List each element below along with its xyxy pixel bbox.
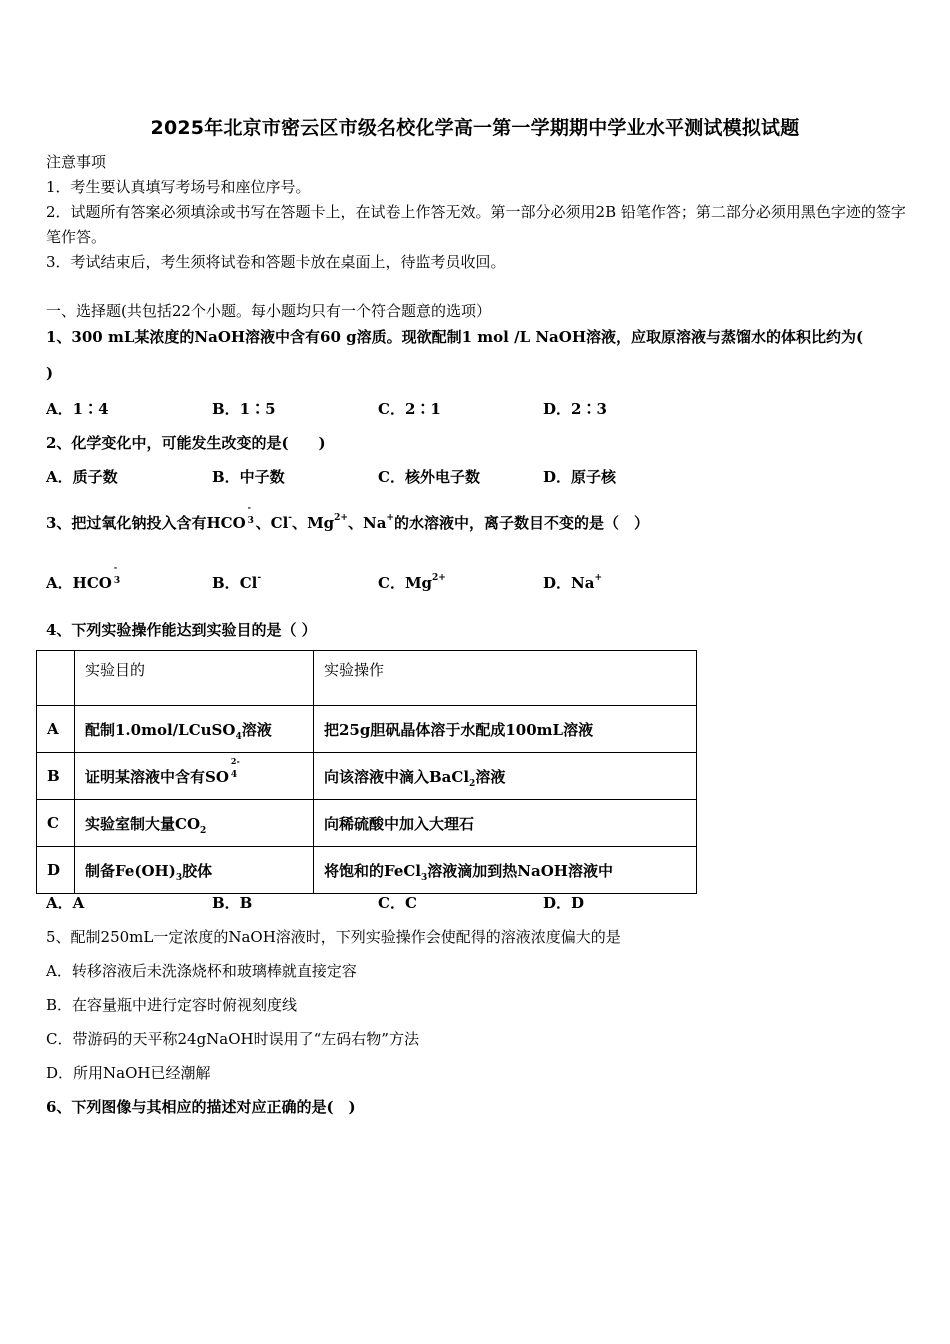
q4-option-d: D．D	[543, 894, 585, 912]
q1-text-cont: )	[46, 364, 54, 382]
q3-option-b: B．Cl-	[212, 573, 262, 592]
q1-text: 1、300 mL某浓度的NaOH溶液中含有60 g溶质。现欲配制1 mol /L NaOH溶液，应取原溶液与蒸馏水的体积比约为(	[46, 328, 864, 346]
q4-option-c: C．C	[378, 894, 417, 912]
q1-option-d: D．2∶3	[543, 400, 607, 418]
notice-item-1: 1．考生要认真填写考场号和座位序号。	[46, 178, 311, 196]
q4-option-b: B．B	[212, 894, 253, 912]
q1-option-c: C．2∶1	[378, 400, 441, 418]
row-operation: 将饱和的FeCl$_3$溶液滴加到热NaOH溶液中	[314, 847, 697, 894]
notice-item-2: 2．试题所有答案必须填涂或书写在答题卡上，在试卷上作答无效。第一部分必须用2B 铅笔作答；第二部分必须用黑色字迹的签字笔作答。	[46, 203, 906, 246]
q5-option-a: A．转移溶液后未洗涤烧杯和玻璃棒就直接定容	[46, 962, 357, 980]
q2-text: 2、化学变化中，可能发生改变的是( )	[46, 434, 326, 452]
q3-option-c: C．$Mg^{2+}$	[378, 573, 446, 592]
row-goal: 证明某溶液中含有SO 2- 4	[75, 753, 314, 800]
row-operation: 把25g胆矾晶体溶于水配成100mL溶液	[314, 706, 697, 753]
q3-text: 3、把过氧化钠投入含有HCO - 3 、Cl-、$Mg^{2+}$、Na+的水溶液中，离子数目不变的是（ ）	[46, 502, 649, 532]
notice-item-3: 3．考试结束后，考生须将试卷和答题卡放在桌面上，待监考员收回。	[46, 253, 506, 271]
q5-option-b: B．在容量瓶中进行定容时俯视刻度线	[46, 996, 298, 1014]
table-header-cell	[37, 651, 75, 706]
table-row	[37, 753, 697, 800]
row-goal: 实验室制大量$CO_2$	[75, 800, 314, 847]
table-row	[37, 800, 697, 847]
q2-option-b: B．中子数	[212, 468, 285, 486]
page-title: 2025年北京市密云区市级名校化学高一第一学期期中学业水平测试模拟试题	[150, 117, 800, 139]
q2-option-d: D．原子核	[543, 468, 617, 486]
q2-option-a: A．质子数	[46, 468, 118, 486]
q1-option-b: B．1∶5	[212, 400, 276, 418]
q5-text: 5、配制250mL一定浓度的NaOH溶液时，下列实验操作会使配得的溶液浓度偏大的是	[46, 928, 621, 946]
q6-text: 6、下列图像与其相应的描述对应正确的是( )	[46, 1098, 356, 1116]
q5-option-c: C．带游码的天平称24gNaOH时误用了“左码右物”方法	[46, 1030, 419, 1048]
row-label: B	[37, 753, 75, 800]
q4-text: 4、下列实验操作能达到实验目的是（ ）	[46, 621, 317, 639]
q5-option-d: D．所用NaOH已经潮解	[46, 1064, 211, 1082]
q3-option-a: A．HCO - 3	[46, 562, 121, 592]
row-operation: 向稀硫酸中加入大理石	[314, 800, 697, 847]
experiment-table	[36, 650, 697, 894]
row-goal: 制备$Fe(OH)_3$胶体	[75, 847, 314, 894]
row-operation: 向该溶液中滴入BaCl$_2$溶液	[314, 753, 697, 800]
q3-option-d: D．Na+	[543, 573, 602, 592]
q4-option-a: A．A	[46, 894, 85, 912]
table-header-row	[37, 651, 697, 706]
table-header-cell: 实验目的	[75, 651, 314, 706]
q2-option-c: C．核外电子数	[378, 468, 480, 486]
row-label: A	[37, 706, 75, 753]
row-label: D	[37, 847, 75, 894]
notice-heading: 注意事项	[46, 153, 107, 171]
table-row	[37, 706, 697, 753]
q1-option-a: A．1∶4	[46, 400, 109, 418]
section-heading: 一、选择题(共包括22个小题。每小题均只有一个符合题意的选项）	[46, 302, 491, 320]
table-row	[37, 847, 697, 894]
row-goal: 配制1.0mol/LCuSO$_4$溶液	[75, 706, 314, 753]
table-header-cell: 实验操作	[314, 651, 697, 706]
row-label: C	[37, 800, 75, 847]
